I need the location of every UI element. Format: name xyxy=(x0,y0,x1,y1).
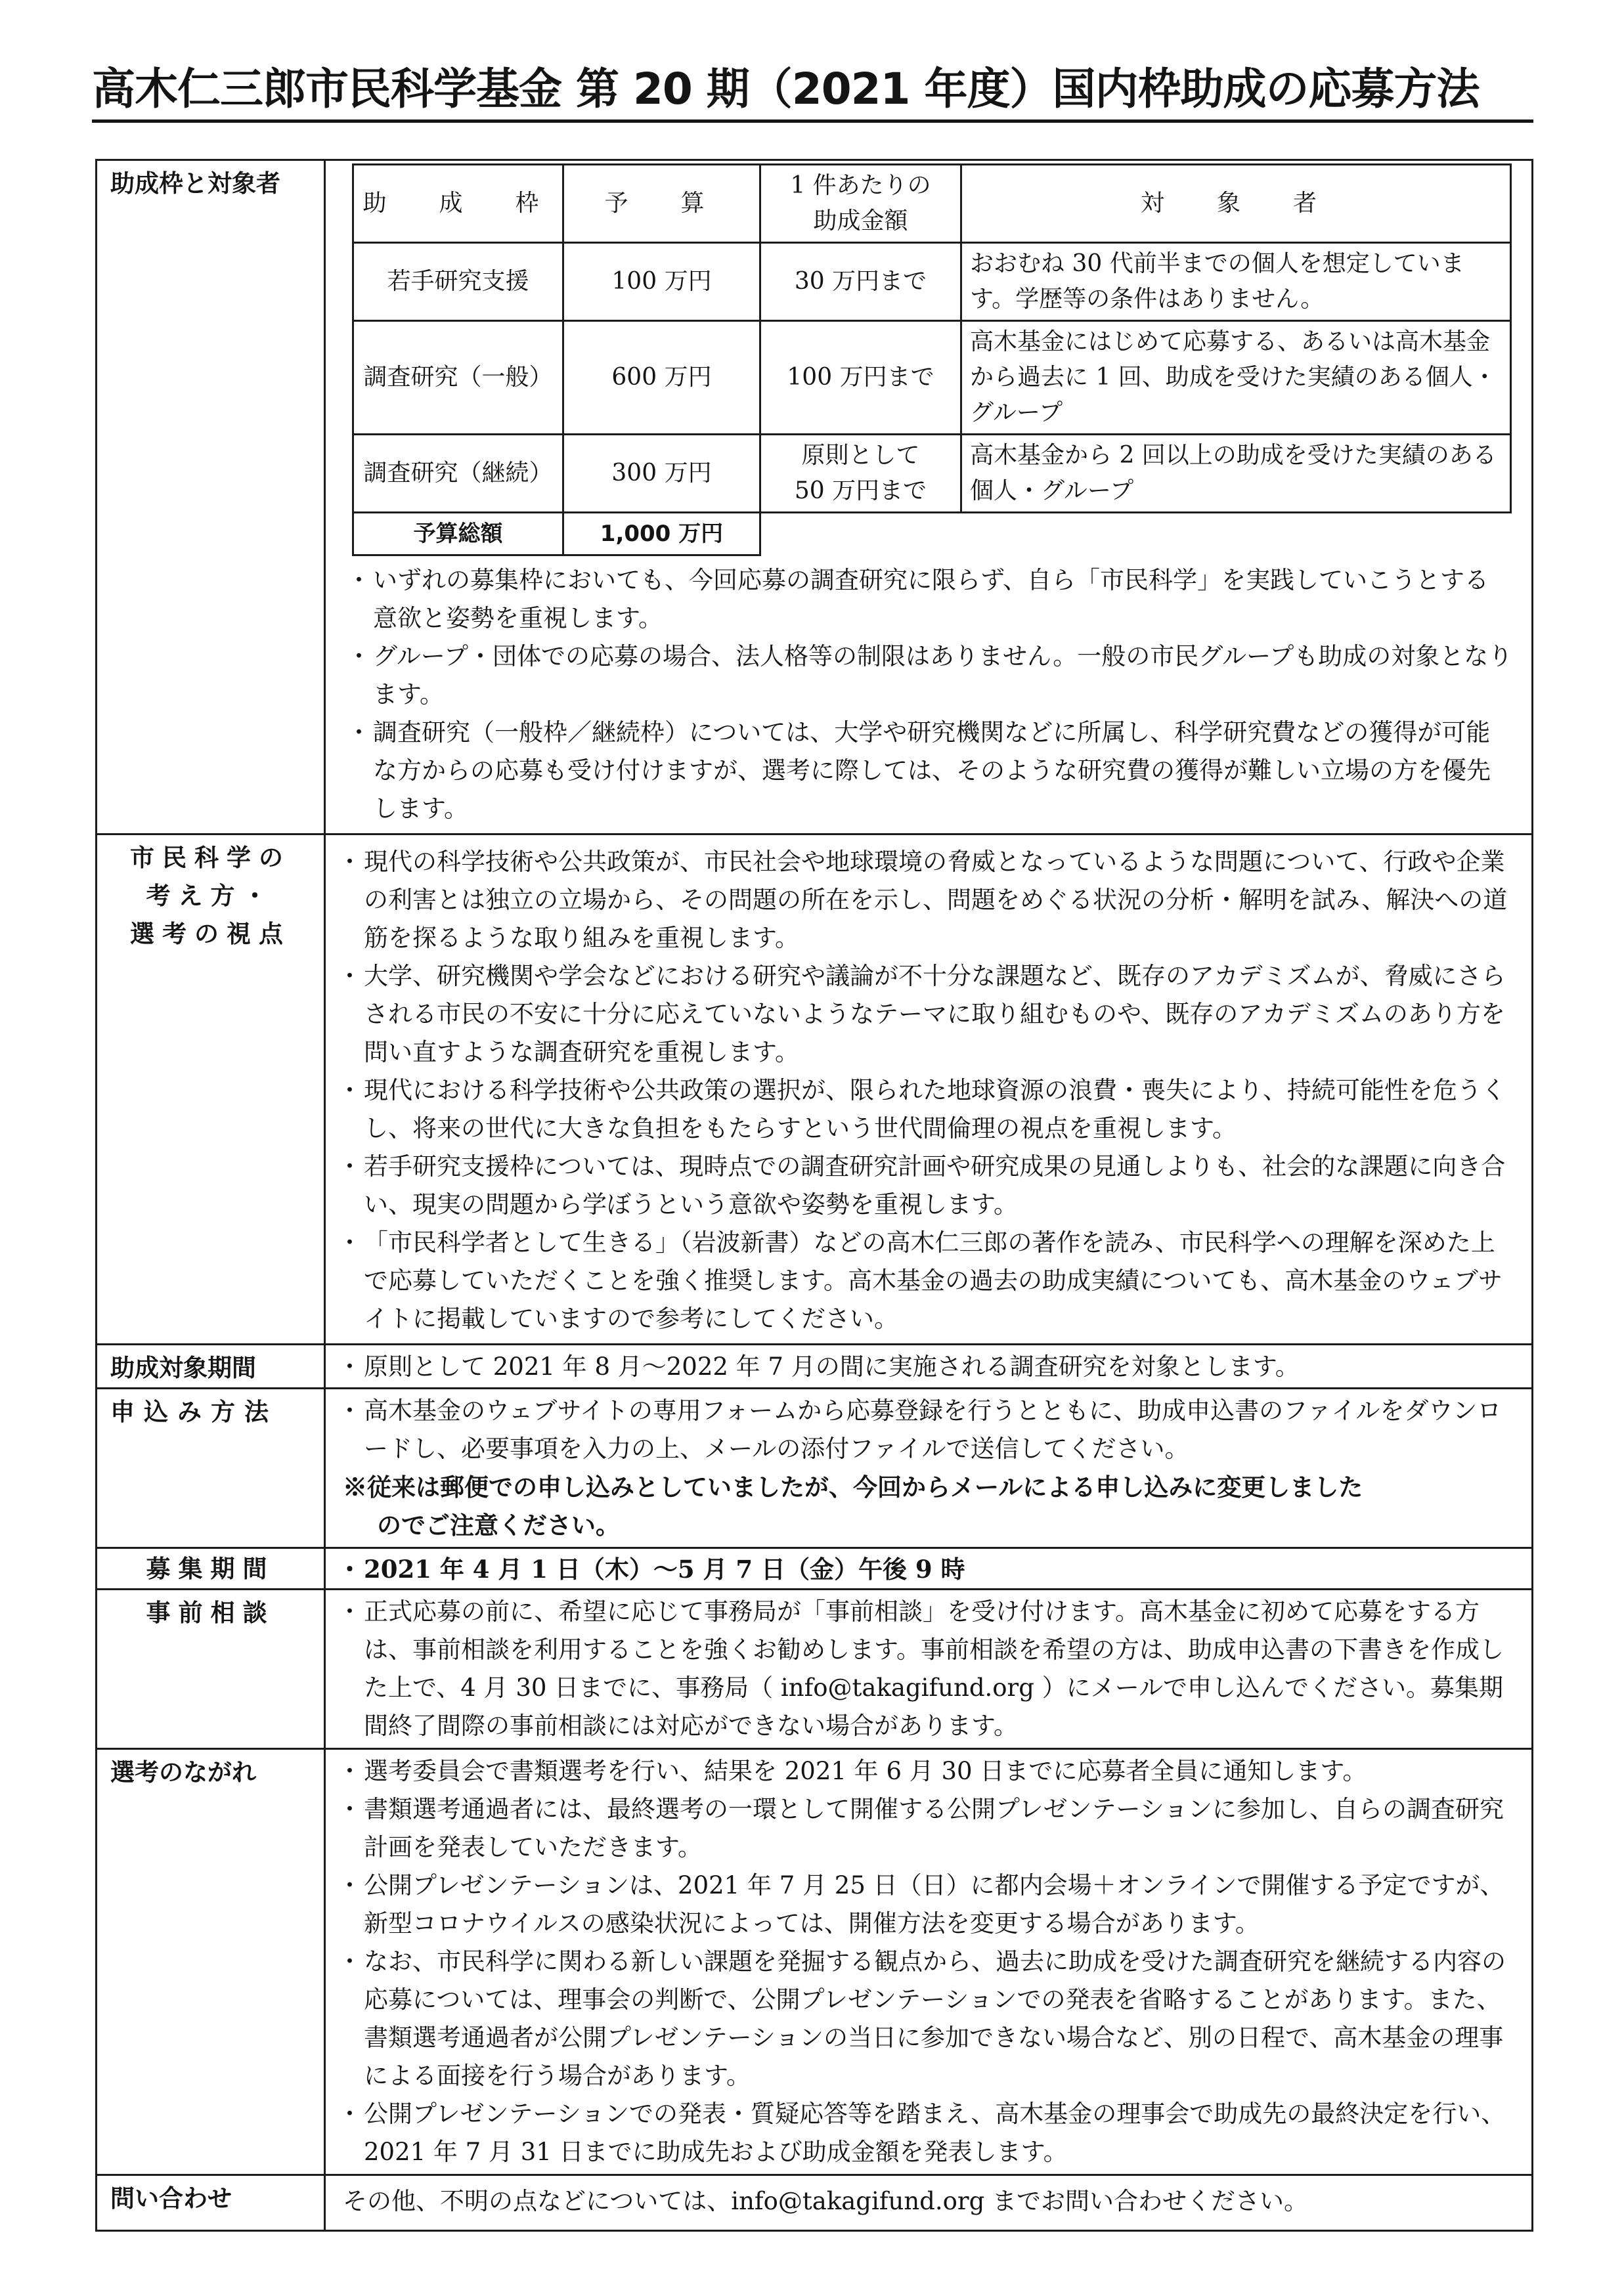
consult-section xyxy=(97,1590,1533,1749)
flow-item: ・ なお、市民科学に関わる新しい課題を発掘する観点から、過去に助成を受けた調査研究を継続する内容の応募については、理事会の判断で、公開プレゼンテーションでの発表を省略することがあります。また、書類選考通過者が公開プレゼンテーションの当日に参加できない場合など、別の日程で、高木基金の理事による面接を行う場合があります。 xyxy=(343,1943,1513,2095)
grant-table-header xyxy=(353,165,1511,243)
flow-section-label: 選考のながれ xyxy=(97,1749,325,2175)
recruit-text: ・ 2021 年 4 月 1 日（木）～5 月 7 日（金）午後 9 時 xyxy=(343,1550,1513,1588)
viewpoint-section-content xyxy=(325,834,1533,1345)
grant-note: ・ いずれの募集枠においても、今回応募の調査研究に限らず、自ら「市民科学」を実践していこうとする意欲と姿勢を重視します。 xyxy=(352,561,1513,638)
flow-item: ・ 選考委員会で書類選考を行い、結果を 2021 年 6 月 30 日までに応募者全員に通知します。 xyxy=(343,1752,1513,1790)
period-section-content xyxy=(325,1345,1533,1389)
grant-note: ・ 調査研究（一般枠／継続枠）については、大学や研究機関などに所属し、科学研究費などの獲得が可能な方からの応募も受け付けますが、選考に際しては、そのような研究費の獲得が難しい立場の方を優先します。 xyxy=(352,714,1513,828)
viewpoint-label-line: 市民科学の xyxy=(130,844,291,872)
viewpoint-label-line: 考え方・ xyxy=(146,882,275,910)
grant-notes xyxy=(326,556,1531,833)
grant-note: ・ グループ・団体での応募の場合、法人格等の制限はありません。一般の市民グループも助成の対象となります。 xyxy=(352,638,1513,714)
apply-note-continued: のでご注意ください。 xyxy=(377,1511,620,1540)
flow-section-content xyxy=(325,1749,1533,2175)
period-section xyxy=(97,1345,1533,1389)
period-section-label: 助成対象期間 xyxy=(97,1345,325,1389)
contact-text: その他、不明の点などについては、info@takagifund.org までお問い合わせください。 xyxy=(343,2187,1309,2215)
grant-row-budget: 300 万円 xyxy=(563,435,760,513)
grant-section-label: 助成枠と対象者 xyxy=(97,160,325,834)
consult-section-content xyxy=(325,1590,1533,1749)
page-title: 高木仁三郎市民科学基金 第 20 期（2021 年度）国内枠助成の応募方法 xyxy=(92,60,1533,123)
apply-section-content xyxy=(325,1389,1533,1548)
grant-row-name: 調査研究（一般） xyxy=(353,321,563,435)
total-budget-label: 予算総額 xyxy=(353,513,563,555)
grant-row-target: 高木基金から 2 回以上の助成を受けた実績のある個人・グループ xyxy=(961,435,1511,513)
grant-row-amount: 原則として 50 万円まで xyxy=(760,435,961,513)
header-target: 対 象 者 xyxy=(961,165,1511,243)
viewpoint-label-line: 選考の視点 xyxy=(130,920,291,948)
viewpoint-item: ・ 若手研究支援枠については、現時点での調査研究計画や研究成果の見通しよりも、社会的な課題に向き合い、現実の問題から学ぼうという意欲や姿勢を重視します。 xyxy=(343,1148,1513,1224)
consult-section-label: 事前相談 xyxy=(97,1590,325,1749)
header-budget: 予 算 xyxy=(563,165,760,243)
apply-section xyxy=(97,1389,1533,1548)
grant-section xyxy=(97,160,1533,834)
application-guidelines-table xyxy=(95,159,1533,2232)
apply-note: ※従来は郵便での申し込みとしていましたが、今回からメールによる申し込みに変更しました xyxy=(343,1473,1363,1502)
total-row-empty xyxy=(760,513,1511,555)
grant-section-content xyxy=(325,160,1533,834)
grant-frames-table xyxy=(352,163,1512,556)
apply-text: ・ 高木基金のウェブサイトの専用フォームから応募登録を行うとともに、助成申込書のファイルをダウンロードし、必要事項を入力の上、メールの添付ファイルで送信してください。 xyxy=(343,1392,1513,1468)
flow-item: ・ 公開プレゼンテーションでの発表・質疑応答等を踏まえ、高木基金の理事会で助成先の最終決定を行い、2021 年 7 月 31 日までに助成先および助成金額を発表します。 xyxy=(343,2095,1513,2171)
recruit-section xyxy=(97,1548,1533,1590)
consult-text: ・ 正式応募の前に、希望に応じて事務局が「事前相談」を受け付けます。高木基金に初めて応募をする方は、事前相談を利用することを強くお勧めします。事前相談を希望の方は、助成申込書の下書きを作成した上で、4 月 30 日までに、事務局（ info@takagifund.org ）にメールで申し込んでください。募集期間終了間際の事前相談には対応ができない場合があります。 xyxy=(343,1593,1513,1745)
grant-row-target: 高木基金にはじめて応募する、あるいは高木基金から過去に 1 回、助成を受けた実績のある個人・グループ xyxy=(961,321,1511,435)
flow-item: ・ 書類選考通過者には、最終選考の一環として開催する公開プレゼンテーションに参加し、自らの調査研究計画を発表していただきます。 xyxy=(343,1790,1513,1867)
period-text: ・ 原則として 2021 年 8 月～2022 年 7 月の間に実施される調査研究を対象とします。 xyxy=(343,1348,1513,1386)
recruit-section-label: 募集期間 xyxy=(97,1548,325,1590)
viewpoint-section-label xyxy=(97,834,325,1345)
grant-row xyxy=(353,435,1511,513)
header-frame: 助 成 枠 xyxy=(353,165,563,243)
grant-row-name: 若手研究支援 xyxy=(353,243,563,321)
grant-total-row xyxy=(353,513,1511,555)
viewpoint-item: ・ 現代の科学技術や公共政策が、市民社会や地球環境の脅威となっているような問題について、行政や企業の利害とは独立の立場から、その問題の所在を示し、問題をめぐる状況の分析・解明を試み、解決への道筋を探るような取り組みを重視します。 xyxy=(343,843,1513,957)
flow-item: ・ 公開プレゼンテーションは、2021 年 7 月 25 日（日）に都内会場＋オンラインで開催する予定ですが、新型コロナウイルスの感染状況によっては、開催方法を変更する場合があります。 xyxy=(343,1867,1513,1943)
grant-row-budget: 100 万円 xyxy=(563,243,760,321)
contact-section xyxy=(97,2175,1533,2231)
flow-section xyxy=(97,1749,1533,2175)
grant-row-budget: 600 万円 xyxy=(563,321,760,435)
header-amount: 1 件あたりの 助成金額 xyxy=(760,165,961,243)
contact-section-label: 問い合わせ xyxy=(97,2175,325,2231)
total-budget-value: 1,000 万円 xyxy=(563,513,760,555)
recruit-section-content xyxy=(325,1548,1533,1590)
grant-row-name: 調査研究（継続） xyxy=(353,435,563,513)
apply-section-label: 申込み方法 xyxy=(97,1389,325,1548)
viewpoint-item: ・ 大学、研究機関や学会などにおける研究や議論が不十分な課題など、既存のアカデミズムが、脅威にさらされる市民の不安に十分に応えていないようなテーマに取り組むものや、既存のアカデミズムのあり方を問い直すような調査研究を重視します。 xyxy=(343,957,1513,1072)
grant-row-amount: 100 万円まで xyxy=(760,321,961,435)
viewpoint-item: ・ 「市民科学者として生きる」（岩波新書）などの高木仁三郎の著作を読み、市民科学への理解を深めた上で応募していただくことを強く推奨します。高木基金の過去の助成実績についても、高木基金のウェブサイトに掲載していますので参考にしてください。 xyxy=(343,1224,1513,1338)
grant-row-amount: 30 万円まで xyxy=(760,243,961,321)
grant-row-target: おおむね 30 代前半までの個人を想定しています。学歴等の条件はありません。 xyxy=(961,243,1511,321)
grant-row xyxy=(353,243,1511,321)
contact-section-content xyxy=(325,2175,1533,2231)
viewpoint-section xyxy=(97,834,1533,1345)
grant-row xyxy=(353,321,1511,435)
viewpoint-item: ・ 現代における科学技術や公共政策の選択が、限られた地球資源の浪費・喪失により、持続可能性を危うくし、将来の世代に大きな負担をもたらすという世代間倫理の視点を重視します。 xyxy=(343,1072,1513,1148)
